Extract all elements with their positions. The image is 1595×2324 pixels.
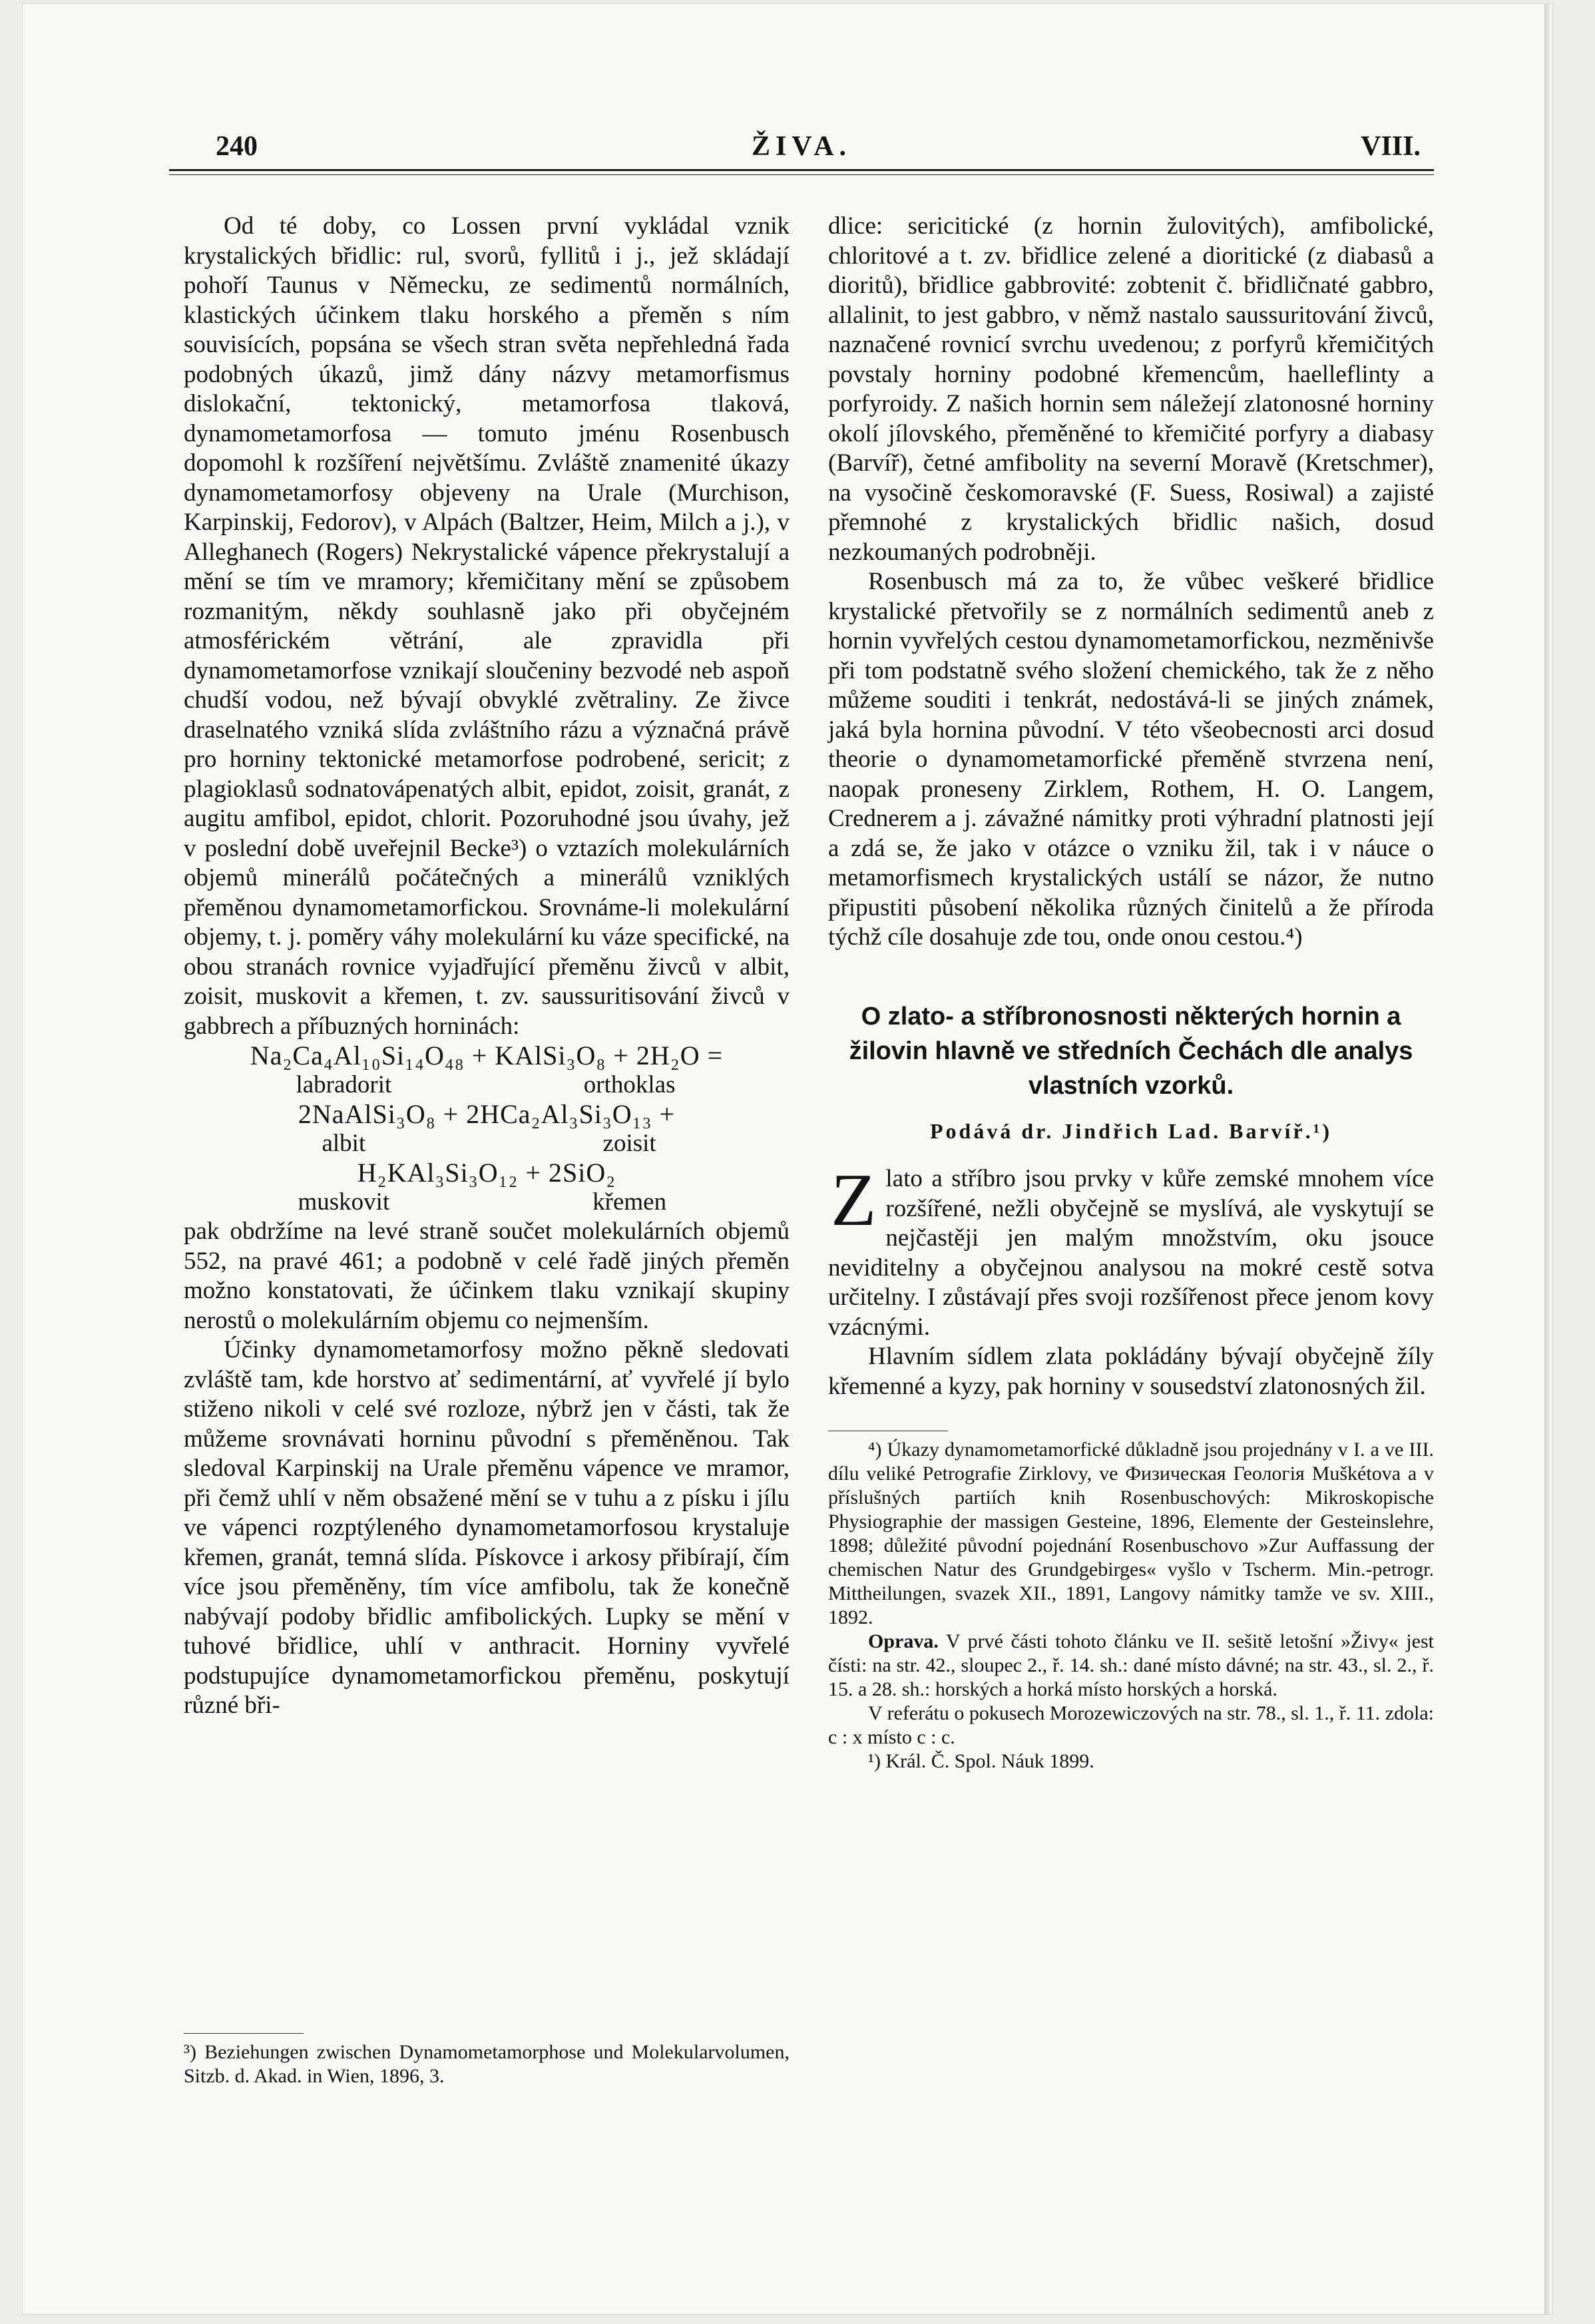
equation-line-3: H₂KAl₃Si₃O₁₂ + 2SiO₂ [357,1158,616,1188]
running-header [169,130,1434,170]
header-rule-thick [169,169,1434,171]
correction-label: Oprava. [868,1630,939,1652]
referat-note: V referátu o pokusech Morozewiczových na str. 78., sl. 1., ř. 11. zdola: c : x místo c : c. [828,1702,1434,1748]
volume-number: VIII. [1361,131,1421,162]
page-number: 240 [216,131,258,162]
footnote-1: ¹) Král. Č. Spol. Náuk 1899. [868,1750,1094,1772]
mineral-label: muskovit [298,1188,390,1216]
drop-cap: Z [831,1159,877,1242]
right-column [828,212,1434,1773]
footnote-rule [184,2033,304,2034]
paragraph: pak obdržíme na levé straně součet molekulárních objemů 552, na pravé 461; a podobně v celé řadě jiných přeměn možno konstatovati, že účinkem tlaku vznikají skupiny nerostů o molekulárním objemu co nejmenším. [184,1218,790,1334]
left-column [184,212,790,1721]
mineral-label: orthoklas [583,1071,676,1098]
paragraph: Hlavním sídlem zlata pokládány bývají obyčejně žíly křemenné a kyzy, pak horniny v sousedství zlatonosných žil. [828,1343,1434,1400]
equation-line-1: Na₂Ca₄Al₁₀Si₁₄O₄₈ + KAlSi₃O₈ + 2H₂O = [250,1041,724,1070]
footnote-4: ⁴) Úkazy dynamometamorfické důkladně jsou projednány v I. a ve III. dílu veliké Petrografie Zirklovy, ve Физическая Геологія Muškétova a v příslušných partiích knih Rosenbuschových: Mikroskopische Physiographie der massigen Gesteine, 1896, Elemente der Gesteinslehre, 1898; důležité původní pojednání Rosenbuschovo »Zur Auffassung der chemischen Natur des Grundgebirges« vyšlo v Tscherm. Min.-petrogr. Mittheilungen, svazek XII., 1891, Langovy námitky tamže ve sv. XIII., 1892. [828,1439,1434,1628]
chemical-equation [184,1041,790,1217]
mineral-label: albit [322,1130,366,1157]
article-byline: Podává dr. Jindřich Lad. Barvíř.¹) [929,1118,1332,1143]
footnote-3: ³) Beziehungen zwischen Dynamometamorphose und Molekularvolumen, Sitzb. d. Akad. in Wien, 1896, 3. [184,2041,790,2087]
footnote-left [184,2016,790,2088]
paragraph: dlice: sericitické (z hornin žulovitých), amfibolické, chloritové a t. zv. břidlice zelené a dioritické (z diabasů a dioritů), břidlice gabbrovité: zobtenit č. břidličnaté gabbro, allalinit, to jest gabbro, v němž nastalo saussuritování živců, naznačené rovnicí svrchu uvedenou; z porfyrů křemičitých povstaly horniny podobné křemencům, haelleflinty a porfyroidy. Z našich hornin sem náležejí zlatonosné horniny okolí jílovského, přeměněné to křemičité porfyry a diabasy (Barvíř), četné amfibolity na severní Moravě (Kretschmer), na vysočině českomoravské (F. Suess, Rosiwal) a zajisté přemnohé z krystalických břidlic našich, dosud nezkoumaných podrobněji. [828,212,1434,566]
section-title: O zlato- a stříbronosnosti některých hornin a žilovin hlavně ve středních Čechách dle analys vlastních vzorků. [849,1002,1413,1100]
journal-title: ŽIVA. [751,131,852,162]
mineral-label: labradorit [296,1071,392,1098]
correction-text: V prvé části tohoto článku ve II. sešitě letošní »Živy« jest čísti: na str. 42., sloupec 2., ř. 14. sh.: dané místo dávné; na str. 43., sl. 2., ř. 15. a 28. sh.: horských a horká místo horských a horská. [828,1630,1434,1700]
correction-note [828,1630,1434,1702]
paragraph: Rosenbusch má za to, že vůbec veškeré břidlice krystalické přetvořily se z normálních sedimentů aneb z hornin vyvřelých cestou dynamometamorfickou, nezměnivše při tom podstatně svého složení chemického, tak že z něho můžeme souditi i tenkrát, nedostává-li se jiných známek, jaká byla hornina původní. V této všeobecnosti arci dosud theorie o dynamometamorfické přeměně stvrzena není, naopak proneseny Zirklem, Rothem, H. O. Langem, Crednerem a j. závažné námitky proti výhradní platnosti její a zdá se, že jako v otázce o vzniku žil, tak i v náuce o metamorfismech krystalických ustálí se názor, že nutno připustiti působení několika různých činitelů a že příroda týchž cíle dosahuje zde tou, onde onou cestou.⁴) [828,568,1434,951]
paragraph: Od té doby, co Lossen první vykládal vznik krystalických břidlic: rul, svorů, fyllitů i j., jež skládají pohoří Taunus v Německu, ze sedimentů normálních, klastických účinkem tlaku horského a přeměn s ním souvisících, popsána se všech stran světa nepřehledná řada podobných úkazů, jimž dány názvy metamorfismus dislokační, tektonický, metamorfosa tlaková, dynamometamorfosa — tomuto jménu Rosenbusch dopomohl k rozšíření největšímu. Zvláště znamenité úkazy dynamometamorfosy objeveny na Urale (Murchison, Karpinskij, Fedorov), v Alpách (Baltzer, Heim, Milch a j.), v Alleghanech (Rogers) Nekrystalické vápence překrystalují a mění se tím ve mramory; křemičitany mění se způsobem rozmanitým, někdy souhlasně jako při obyčejném atmosférickém větrání, ale zpravidla při dynamometamorfose vznikají sloučeniny bezvodé neb aspoň chudší vodou, než bývají obvyklé zvětraliny. Ze živce draselnatého vzniká slída zvláštního rázu a význačná právě pro horniny tektonické metamorfose podrobené, sericit; z plagioklasů sodnatovápenatých albit, epidot, zoisit, granát, z augitu amfibol, epidot, chlorit. Pozoruhodné jsou úvahy, jež v poslední době uveřejnil Becke³) o vztazích molekulárních objemů minerálů počátečných a minerálů vzniklých přeměnou dynamometamorfickou. Srovnáme-li molekulární objemy, t. j. poměry váhy molekulární ku váze specifické, na obou stranách rovnice vyjadřující přeměnu živců v albit, zoisit, muskovit a křemen, t. zv. saussuritisování živců v gabbrech a příbuzných horninách: [184,212,790,1040]
page-edge [1544,4,1552,2314]
paragraph: Účinky dynamometamorfosy možno pěkně sledovati zvláště tam, kde horstvo ať sedimentární, ať vyvřelé jí bylo stiženo nikoli v celé své rozloze, nýbrž jen v části, tak že můžeme srovnávati horninu původní s přeměněnou. Tak sledoval Karpinskij na Urale přeměnu vápence ve mramor, při čemž uhlí v něm obsažené mění se v tuhu a z písku i jílu ve vápenci rozptýleného dynamometamorfosou krystaluje křemen, granát, temná slída. Pískovce i arkosy přibírají, čím více jsou přeměněny, tím více amfibolu, tak že konečně nabývají podoby břidlic amfibolických. Lupky se mění v tuhové břidlice, uhlí v anthracit. Horniny vyvřelé podstupujíce dynamometamorfickou přeměnu, poskytují různé bři- [184,1336,790,1719]
header-rule-thin [169,174,1434,175]
section-paragraph [828,1159,1434,1342]
footnotes-right [828,1431,1434,1773]
mineral-label: křemen [592,1188,667,1216]
equation-line-2: 2NaAlSi₃O₈ + 2HCa₂Al₃Si₃O₁₃ + [298,1099,676,1129]
mineral-label: zoisit [602,1130,656,1157]
paragraph-text: lato a stříbro jsou prvky v kůře zemské mnohem více rozšířené, nežli obyčejně se myslívá, ale vyskytují se nejčastěji jen malým množstvím, oku jsouce neviditelny a obyčejnou analysou na mokré cestě sotva určitelny. I zůstávají přes svoji rozšířenost přece jenom kovy vzácnými. [828,1165,1434,1341]
